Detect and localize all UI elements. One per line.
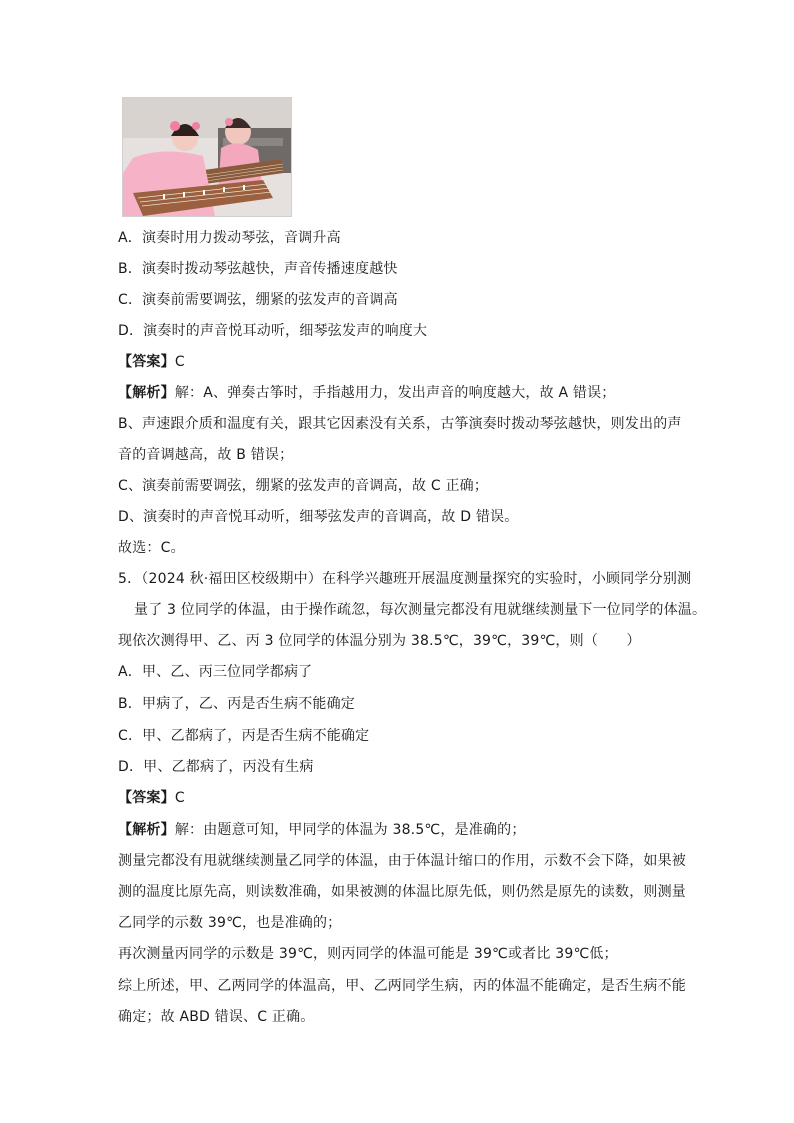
q5-analysis-text-1: 解：由题意可知，甲同学的体温为 38.5℃，是准确的； (174, 822, 526, 838)
q5-stem-line-3: 现依次测得甲、乙、丙 3 位同学的体温分别为 38.5℃，39℃，39℃，则（ ） (118, 633, 641, 649)
q5-stem-line-1: 5．（2024 秋·福田区校级期中）在科学兴趣班开展温度测量探究的实验时，小顾同学分别测 (118, 571, 692, 587)
guzheng-illustration (123, 98, 291, 216)
q5-analysis-label: 【解析】 (118, 822, 175, 838)
q5-analysis-line-6: 综上所述，甲、乙两同学的体温高，甲、乙两同学生病，丙的体温不能确定，是否生病不能 (118, 978, 686, 994)
q5-option-c: C．甲、乙都病了，丙是否生病不能确定 (118, 728, 370, 744)
q4-analysis-line-5: D、演奏时的声音悦耳动听，细琴弦发声的音调高，故 D 错误。 (118, 509, 519, 525)
q5-answer (118, 788, 185, 808)
q5-analysis-line-5: 再次测量丙同学的示数是 39℃，则丙同学的体温可能是 39℃或者比 39℃低； (118, 946, 618, 962)
q4-option-d: D．演奏时的声音悦耳动听，细琴弦发声的响度大 (118, 323, 428, 339)
q4-option-c: C．演奏前需要调弦，绷紧的弦发声的音调高 (118, 292, 398, 308)
q5-stem-line-2: 量了 3 位同学的体温，由于操作疏忽，每次测量完都没有甩就继续测量下一位同学的体温。 (134, 602, 707, 618)
q4-analysis-text-1: 解：A、弹奏古筝时，手指越用力，发出声音的响度越大，故 A 错误； (174, 385, 616, 401)
q4-analysis-label: 【解析】 (118, 385, 175, 401)
q5-analysis-line-3: 测的温度比原先高，则读数准确，如果被测的体温比原先低，则仍然是原先的读数，则测量 (118, 884, 686, 900)
q5-option-b: B．甲病了，乙、丙是否生病不能确定 (118, 696, 356, 712)
q4-answer (118, 352, 185, 372)
q5-answer-value: C (174, 790, 185, 806)
q5-analysis-line-1 (118, 820, 526, 840)
q5-answer-label: 【答案】 (118, 790, 175, 806)
q5-analysis-line-2: 测量完都没有甩就继续测量乙同学的体温，由于体温计缩口的作用，示数不会下降，如果被 (118, 853, 686, 869)
q5-analysis-line-4: 乙同学的示数 39℃，也是准确的； (118, 915, 342, 931)
q4-answer-value: C (174, 354, 185, 370)
q5-option-a: A．甲、乙、丙三位同学都病了 (118, 664, 313, 680)
q4-analysis-line-1 (118, 383, 615, 403)
q5-analysis-line-7: 确定；故 ABD 错误、C 正确。 (118, 1009, 315, 1025)
guzheng-photo (122, 97, 292, 217)
q5-option-d: D．甲、乙都病了，丙没有生病 (118, 759, 314, 775)
q4-option-b: B．演奏时拨动琴弦越快，声音传播速度越快 (118, 261, 398, 277)
q4-answer-label: 【答案】 (118, 354, 175, 370)
q4-option-a: A．演奏时用力拨动琴弦，音调升高 (118, 230, 341, 246)
q4-analysis-line-2: B、声速跟介质和温度有关，跟其它因素没有关系，古筝演奏时拨动琴弦越快，则发出的声 (118, 416, 682, 432)
q4-analysis-line-4: C、演奏前需要调弦，绷紧的弦发声的音调高，故 C 正确； (118, 478, 489, 494)
q4-conclusion: 故选：C。 (118, 540, 185, 556)
q4-analysis-line-3: 音的音调越高，故 B 错误； (118, 447, 294, 463)
